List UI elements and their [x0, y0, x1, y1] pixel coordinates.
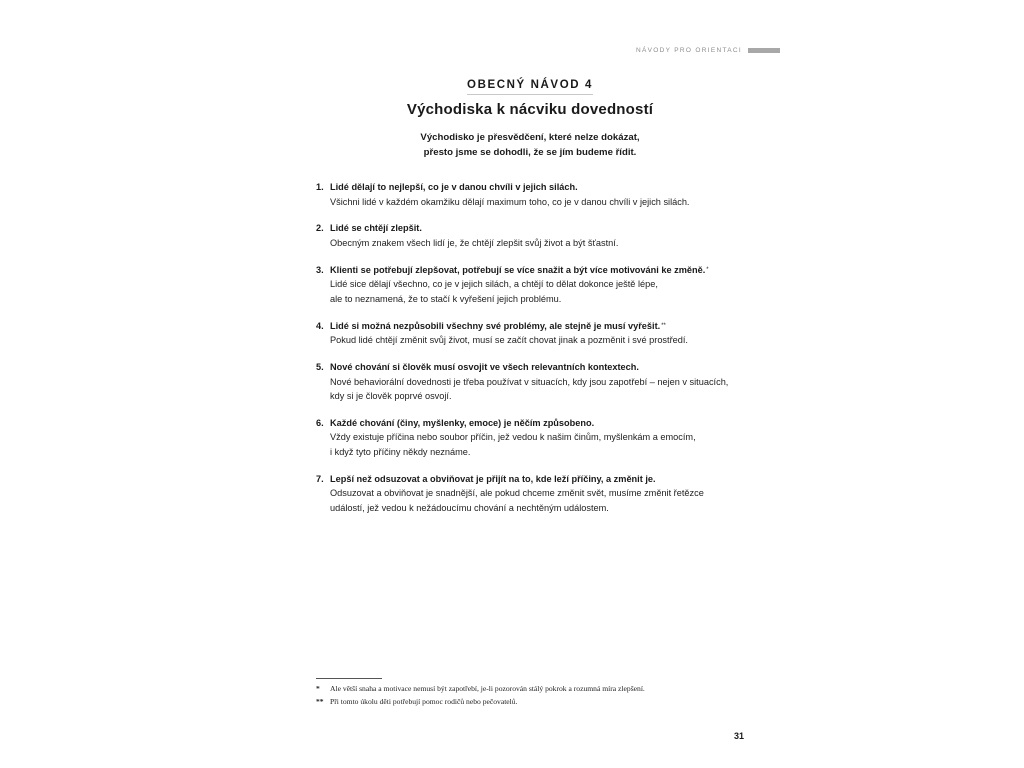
item-number: 3.: [316, 264, 324, 275]
item-heading: Lepší než odsuzovat a obviňovat je přijít na to, kde leží příčiny, a změnit je.: [330, 473, 656, 484]
item-number: 1.: [316, 182, 324, 192]
item-body-line: Všichni lidé v každém okamžiku dělají maximum toho, co je v danou chvíli v jejich silách.: [330, 196, 690, 207]
subtitle-line: Východisko je přesvědčení, které nelze dokázat,: [420, 132, 640, 143]
footnote: [316, 695, 766, 708]
subtitle: [300, 131, 760, 160]
item-body-line: i když tyto příčiny někdy neznáme.: [330, 446, 471, 457]
item-number: 6.: [316, 417, 324, 428]
list-item: [316, 360, 766, 404]
list-item: [316, 180, 766, 209]
list-item: [316, 263, 766, 307]
running-head-bar: [748, 48, 780, 53]
footnote-mark: *: [316, 684, 320, 693]
footnote-text: Při tomto úkolu děti potřebují pomoc rodičů nebo pečovatelů.: [330, 697, 518, 706]
footnotes: [316, 682, 766, 708]
item-body-line: ale to neznamená, že to stačí k vyřešení jejich problému.: [330, 293, 562, 304]
list-item: [316, 319, 766, 348]
item-heading: Lidé se chtějí zlepšit.: [330, 223, 422, 234]
item-number: 7.: [316, 473, 324, 484]
list-item: [316, 472, 766, 516]
item-number: 2.: [316, 223, 324, 234]
item-body-line: kdy si je člověk poprvé osvojí.: [330, 391, 452, 402]
assumptions-list: [316, 180, 766, 528]
chapter-label: OBECNÝ NÁVOD 4: [467, 79, 593, 95]
item-number: 5.: [316, 362, 324, 373]
footnote-ref: **: [661, 322, 666, 329]
page-number: 31: [733, 731, 744, 741]
footnote: [316, 682, 766, 695]
item-body-line: Nové behaviorální dovednosti je třeba používat v situacích, kdy jsou zapotřebí – nejen v situacích,: [330, 376, 729, 387]
subtitle-line: přesto jsme se dohodli, že se jím budeme řídit.: [423, 146, 637, 158]
item-heading: Lidé dělají to nejlepší, co je v danou chvíli v jejich silách.: [330, 182, 578, 192]
chapter-label-wrap: [300, 75, 760, 95]
item-heading: Každé chování (činy, myšlenky, emoce) je něčím způsobeno.: [330, 417, 595, 428]
footnote-divider: [316, 678, 382, 679]
item-body-line: Obecným znakem všech lidí je, že chtějí zlepšit svůj život a být šťastní.: [330, 237, 619, 248]
item-body-line: Lidé sice dělají všechno, co je v jejich silách, a chtějí to dělat dokonce ještě lépe,: [330, 279, 658, 290]
footnote-ref: *: [706, 266, 709, 273]
item-heading: Klienti se potřebují zlepšovat, potřebují se více snažit a být více motivováni ke změně.*: [330, 264, 709, 275]
item-number: 4.: [316, 320, 324, 331]
running-head-text: NÁVODY PRO ORIENTACI: [636, 47, 742, 54]
item-body-line: Vždy existuje příčina nebo soubor příčin, jež vedou k našim činům, myšlenkám a emocím,: [330, 432, 696, 443]
running-head: [560, 47, 780, 54]
item-heading: Lidé si možná nezpůsobili všechny své problémy, ale stejně je musí vyřešit.**: [330, 320, 666, 331]
item-body-line: Pokud lidé chtějí změnit svůj život, musí se začít chovat jinak a pozměnit i své prostředí.: [330, 335, 688, 346]
footnote-mark: **: [316, 697, 324, 706]
list-item: [316, 416, 766, 460]
page-title: Východiska k nácviku dovedností: [406, 101, 654, 118]
footnote-text: Ale větší snaha a motivace nemusí být zapotřebí, je-li pozorován stálý pokrok a rozumná míra zlepšení.: [330, 684, 645, 693]
item-heading: Nové chování si člověk musí osvojit ve všech relevantních kontextech.: [330, 362, 639, 373]
list-item: [316, 221, 766, 250]
item-body-line: Odsuzovat a obviňovat je snadnější, ale pokud chceme změnit svět, musíme změnit řetězce: [330, 488, 704, 499]
item-body-line: událostí, jež vedou k nežádoucímu chování a nechtěným událostem.: [330, 502, 609, 513]
